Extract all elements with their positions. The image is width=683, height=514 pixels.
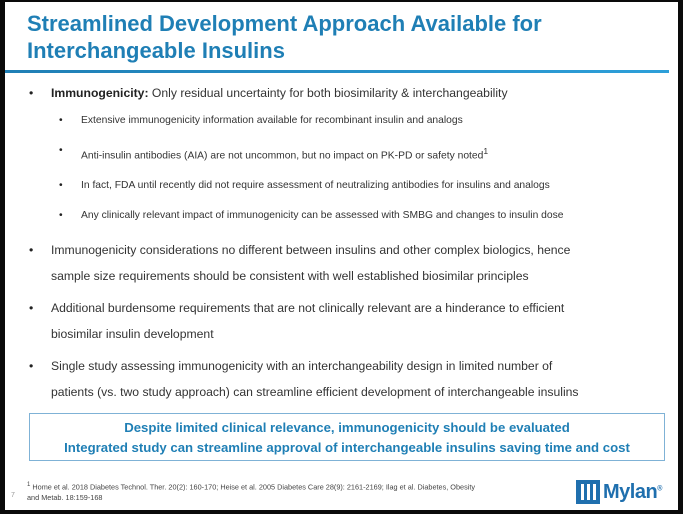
bullet-dot-icon: • (59, 180, 63, 192)
footnote-number: 1 (27, 482, 31, 488)
slide (5, 2, 678, 510)
bullet-single-study (25, 353, 665, 405)
bullet-text-line-2: sample size requirements should be consistent with well established biosimilar principles (51, 269, 529, 284)
bullet-dot-icon: • (29, 301, 34, 316)
title-line-1: Streamlined Development Approach Available for (27, 11, 542, 36)
bullet-text-line-2: biosimilar insulin development (51, 327, 214, 342)
bullet-text-line-1: Immunogenicity considerations no different between insulins and other complex biologics, hence (51, 243, 571, 258)
bullet-considerations (25, 237, 665, 289)
sub-bullet-text: Extensive immunogenicity information available for recombinant insulin and analogs (81, 115, 463, 126)
page-number: 7 (11, 492, 15, 499)
bullet-bold-label: Immunogenicity: (51, 86, 149, 100)
mylan-logo-icon (576, 480, 600, 504)
callout-line-2: Integrated study can streamline approval of interchangeable insulins saving time and cost (64, 440, 630, 455)
callout-line-1: Despite limited clinical relevance, immunogenicity should be evaluated (124, 420, 570, 435)
bullet-dot-icon: • (59, 145, 63, 156)
callout-box (29, 413, 665, 461)
sub-bullet-text: In fact, FDA until recently did not require assessment of neutralizing antibodies for insulins and analogs (81, 180, 550, 192)
bullet-dot-icon: • (59, 115, 63, 126)
bullet-immunogenicity (25, 80, 665, 106)
sub-bullet-text: Any clinically relevant impact of immunogenicity can be assessed with SMBG and changes to insulin dose (81, 210, 564, 222)
bullet-text: Only residual uncertainty for both biosimilarity & interchangeability (148, 86, 508, 100)
title-divider (5, 70, 669, 73)
footnote (27, 480, 557, 503)
sub-bullet-text: Anti-insulin antibodies (AIA) are not uncommon, but no impact on PK-PD or safety noted (81, 150, 484, 162)
title-line-2: Interchangeable Insulins (27, 38, 285, 63)
bullet-dot-icon: • (29, 86, 34, 100)
bullet-dot-icon: • (59, 210, 63, 222)
sub-bullet-2 (25, 136, 665, 171)
bullet-text-line-1: Additional burdensome requirements that are not clinically relevant are a hinderance to efficient (51, 301, 565, 316)
mylan-logo (576, 479, 662, 505)
bullet-burdensome (25, 295, 665, 347)
slide-title (27, 10, 667, 64)
bullet-dot-icon: • (29, 359, 34, 374)
footnote-line-1: Home et al. 2018 Diabetes Technol. Ther. 20(2): 160-170; Heise et al. 2005 Diabetes Care 28(9): 2161-2169; Ilag et al. Diabetes, Obesity (30, 482, 476, 492)
footnote-line-2: and Metab. 18:159-168 (27, 493, 103, 503)
bullet-list (25, 80, 665, 405)
bullet-text-line-1: Single study assessing immunogenicity with an interchangeability design in limited number of (51, 359, 553, 374)
sub-bullet-1 (25, 106, 665, 136)
bullet-dot-icon: • (29, 243, 34, 258)
sub-bullet-3 (25, 171, 665, 201)
logo-text: Mylan® (603, 480, 662, 503)
bullet-text-line-2: patients (vs. two study approach) can streamline efficient development of interchangeable insulins (51, 385, 579, 400)
footnote-ref: 1 (483, 146, 489, 156)
sub-bullet-4 (25, 201, 665, 231)
